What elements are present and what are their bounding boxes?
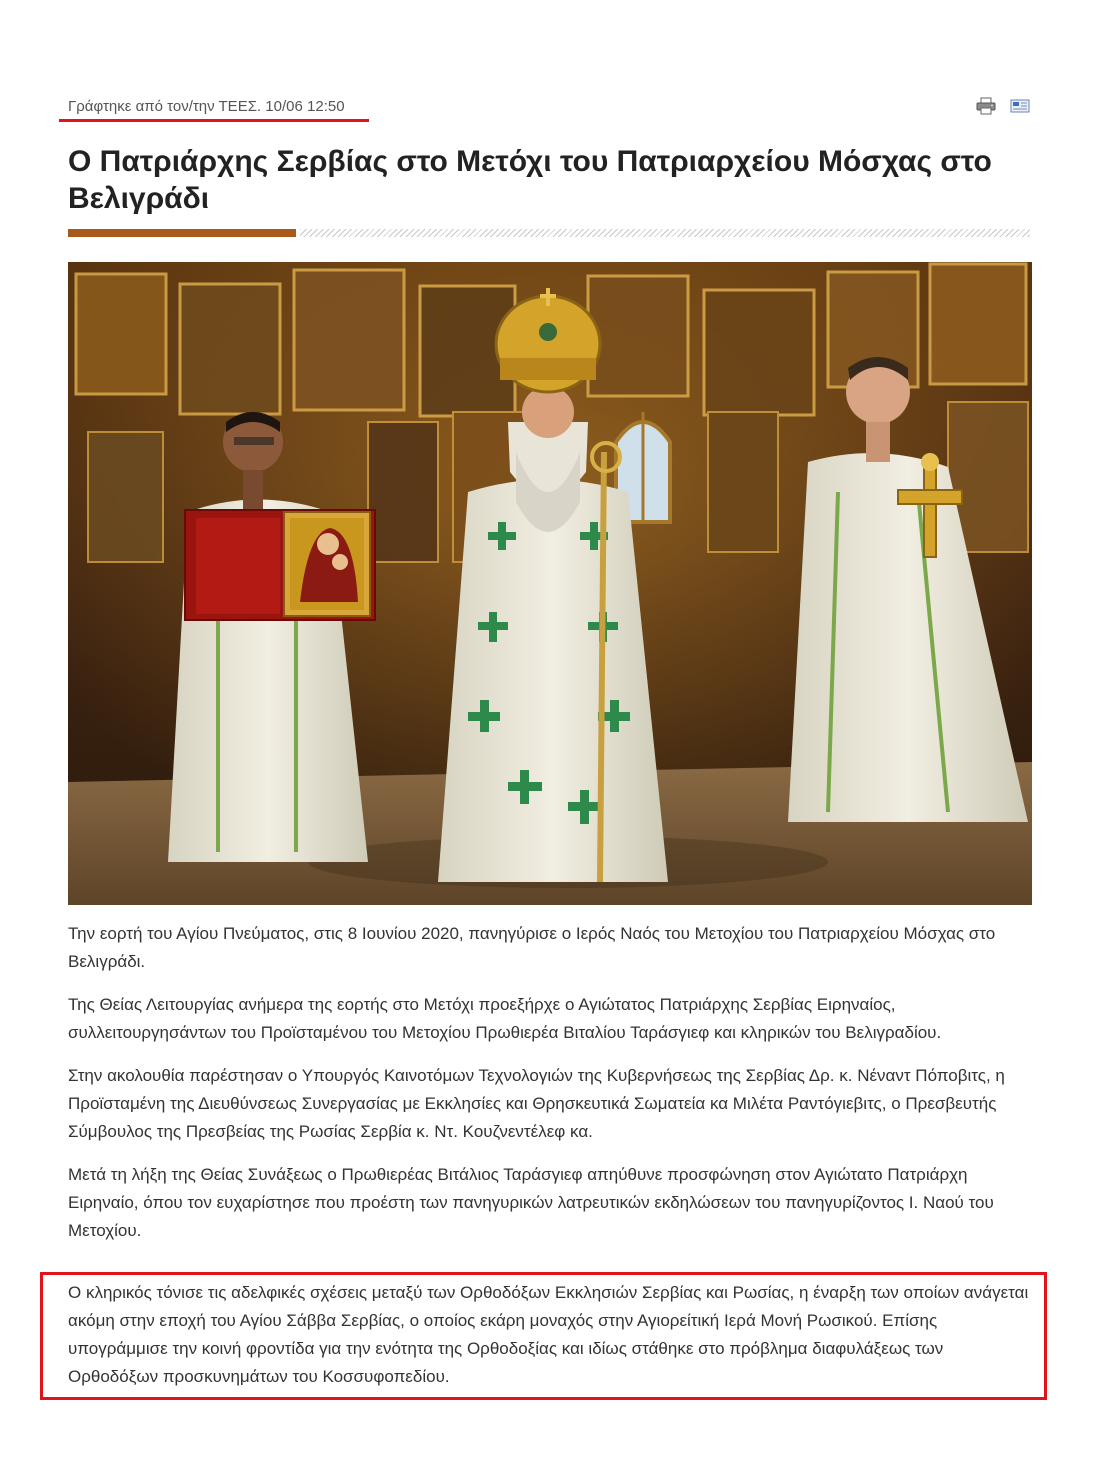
byline: Γράφτηκε από τον/την ΤΕΕΣ. 10/06 12:50 (68, 98, 345, 115)
article-paragraph-1: Την εορτή του Αγίου Πνεύματος, στις 8 Ιουνίου 2020, πανηγύρισε ο Ιερός Ναός του Μετοχίου του Πατριαρχείου Μόσχας στο Βελιγράδι. (68, 924, 996, 971)
article-paragraph-4: Μετά τη λήξη της Θείας Συνάξεως ο Πρωθιερέας Βιτάλιος Ταράσγιεφ απηύθυνε προσφώνηση στον Αγιώτατο Πατριάρχη Ειρηναίο, όπου τον ευχαρίστησε που προέστη των πανηγυρικών λατρευτικών εκδηλώσεων του πανηγυρίζοντος Ι. Ναού του Μετοχίου. (68, 1165, 994, 1240)
article-photo (68, 262, 1032, 905)
title-divider (68, 229, 1030, 237)
article-body (68, 920, 1033, 1260)
highlighted-paragraph: Ο κληρικός τόνισε τις αδελφικές σχέσεις μεταξύ των Ορθοδόξων Εκκλησιών Σερβίας και Ρωσίας, η έναρξη των οποίων ανάγεται ακόμη στην εποχή του Αγίου Σάββα Σερβίας, ο οποίος εκάρη μοναχός στην Αγιορείτική Ιερά Μονή Ρωσικού. Επίσης υπογράμμισε την κοινή φροντίδα για την ενότητα της Ορθοδοξίας και ιδίως στάθηκε στο πρόβλημα διαφυλάξεως των Ορθοδόξων προσκυνημάτων του Κοσσυφοπεδίου. (68, 1283, 1029, 1386)
title-divider-hatch (300, 229, 1030, 237)
article-paragraph-2: Της Θείας Λειτουργίας ανήμερα της εορτής στο Μετόχι προεξήρχε ο Αγιώτατος Πατριάρχης Σερβίας Ειρηναίος, συλλειτουργησάντων του Προϊσταμένου του Μετοχίου Πρωθιερέα Βιταλίου Ταράσγιεφ και κληρικών του Βελιγραδίου. (68, 995, 942, 1042)
highlighted-paragraph-box (40, 1272, 1047, 1400)
article-photo-illustration (68, 262, 1032, 905)
article-title: Ο Πατριάρχης Σερβίας στο Μετόχι του Πατριαρχείου Μόσχας στο Βελιγράδι (68, 145, 992, 215)
title-divider-accent (68, 229, 296, 237)
article-meta (68, 97, 1030, 121)
print-icon[interactable] (976, 97, 996, 115)
article-tools (976, 97, 1030, 115)
byline-underline (59, 119, 369, 122)
article-paragraph-3: Στην ακολουθία παρέστησαν ο Υπουργός Καινοτόμων Τεχνολογιών της Κυβερνήσεως της Σερβίας Δρ. κ. Νέναντ Πόποβιτς, η Προϊσταμένη της Διευθύνσεως Συνεργασίας με Εκκλησίες και Θρησκευτικά Σωματεία κα Μιλέτα Ραντόγιεβιτς, ο Πρεσβευτής Σύμβουλος της Πρεσβείας της Ρωσίας Σερβία κ. Ντ. Κουζνεντέλεφ κα. (68, 1066, 1005, 1141)
email-icon[interactable] (1010, 97, 1030, 115)
